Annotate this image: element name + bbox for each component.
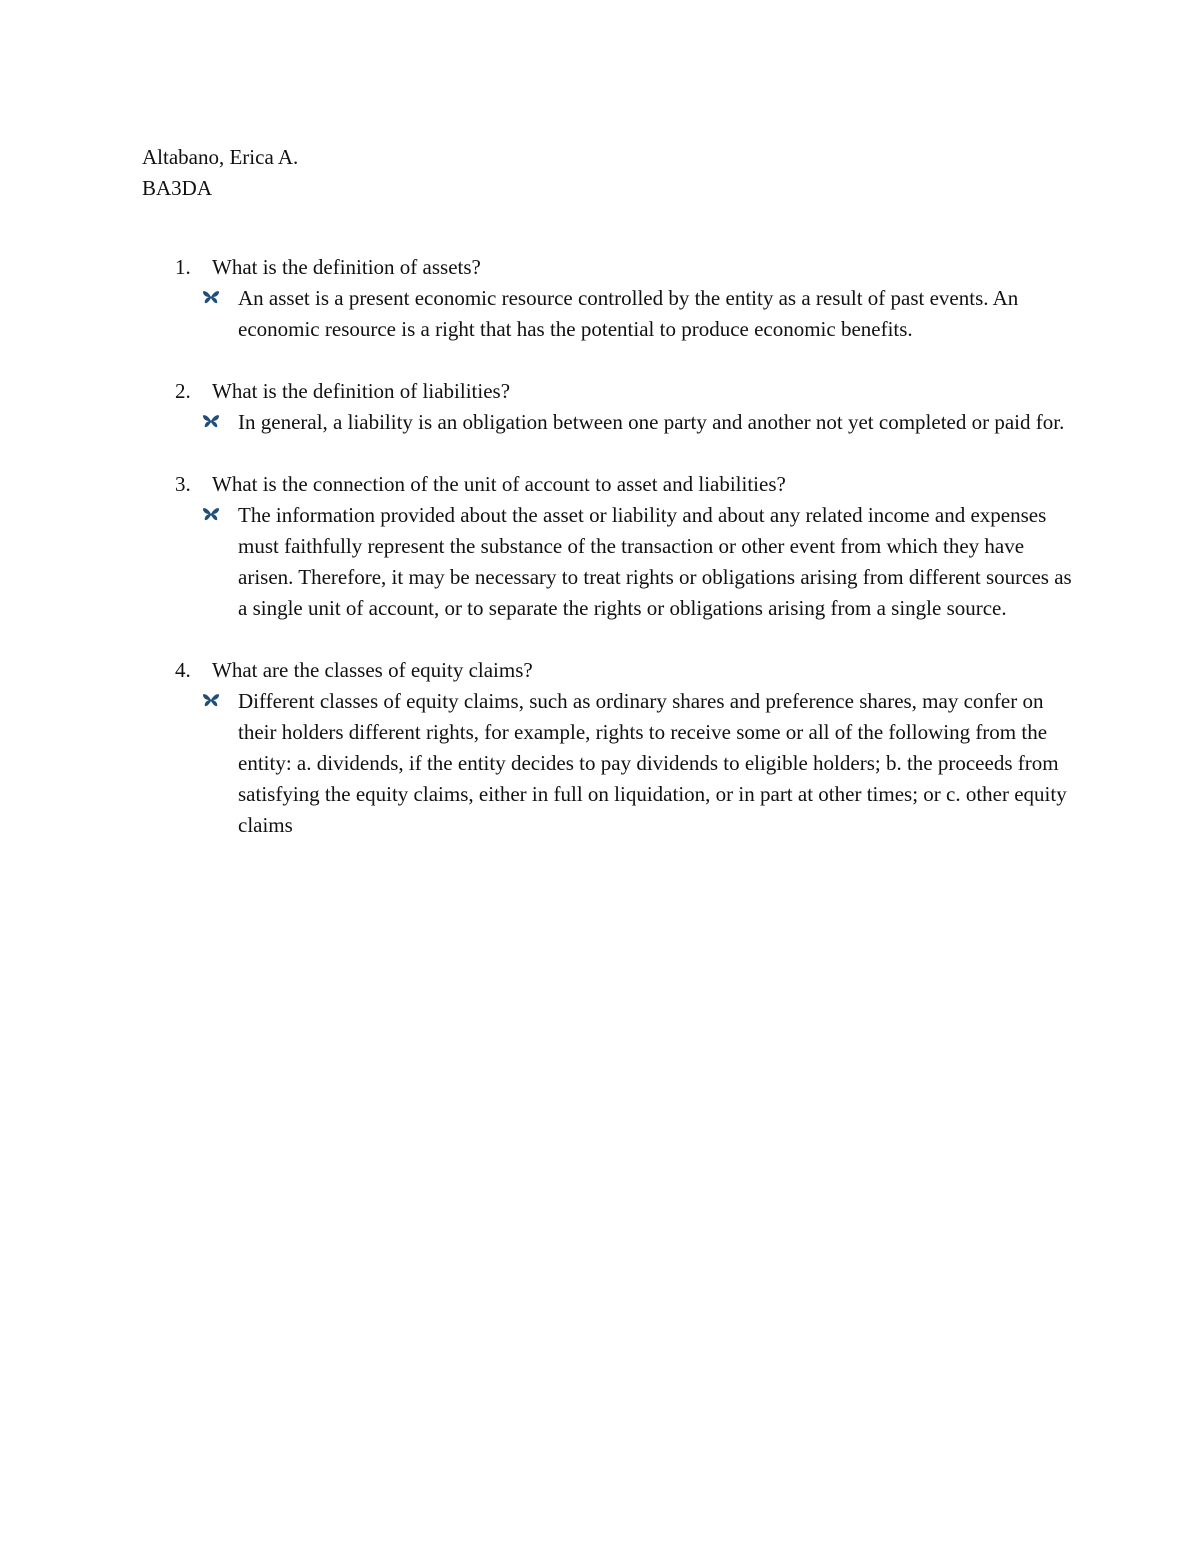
question-number: 2. (175, 379, 191, 403)
question-text: What is the connection of the unit of account to asset and liabilities? (212, 472, 786, 496)
question-number: 4. (175, 658, 191, 682)
question-number: 3. (175, 472, 191, 496)
question-line (142, 376, 1072, 407)
answer-block (142, 686, 1072, 841)
question-line (142, 469, 1072, 500)
question-item-3 (142, 469, 1072, 624)
question-text: What are the classes of equity claims? (212, 658, 533, 682)
document-header (142, 142, 298, 204)
answer-text: An asset is a present economic resource controlled by the entity as a result of past events. An economic resource is a right that has the potential to produce economic benefits. (238, 286, 1019, 341)
answer-text: The information provided about the asset or liability and about any related income and expenses must faithfully represent the substance of the transaction or other event from which they have arisen. Therefore, it may be necessary to treat rights or obligations arising from different sources as a single unit of account, or to separate the rights or obligations arising from a single source. (238, 503, 1072, 620)
butterfly-icon (202, 290, 220, 304)
student-name: Altabano, Erica A. (142, 145, 299, 169)
question-item-1 (142, 252, 1072, 345)
butterfly-icon (202, 693, 220, 707)
answer-block (142, 283, 1072, 345)
answer-text: Different classes of equity claims, such as ordinary shares and preference shares, may confer on their holders different rights, for example, rights to receive some or all of the following from the entity: a. dividends, if the entity decides to pay dividends to eligible holders; b. the proceeds from satisfying the equity claims, either in full on liquidation, or in part at other times; or c. other equity claims (238, 689, 1067, 837)
question-text: What is the definition of liabilities? (212, 379, 511, 403)
answer-block (142, 407, 1072, 438)
answer-block (142, 500, 1072, 624)
question-list (142, 252, 1072, 872)
student-section: BA3DA (142, 176, 213, 200)
butterfly-icon (202, 507, 220, 521)
question-item-2 (142, 376, 1072, 438)
question-item-4 (142, 655, 1072, 841)
question-line (142, 252, 1072, 283)
question-text: What is the definition of assets? (212, 255, 481, 279)
question-line (142, 655, 1072, 686)
butterfly-icon (202, 414, 220, 428)
question-number: 1. (175, 255, 191, 279)
answer-text: In general, a liability is an obligation between one party and another not yet completed or paid for. (238, 410, 1065, 434)
